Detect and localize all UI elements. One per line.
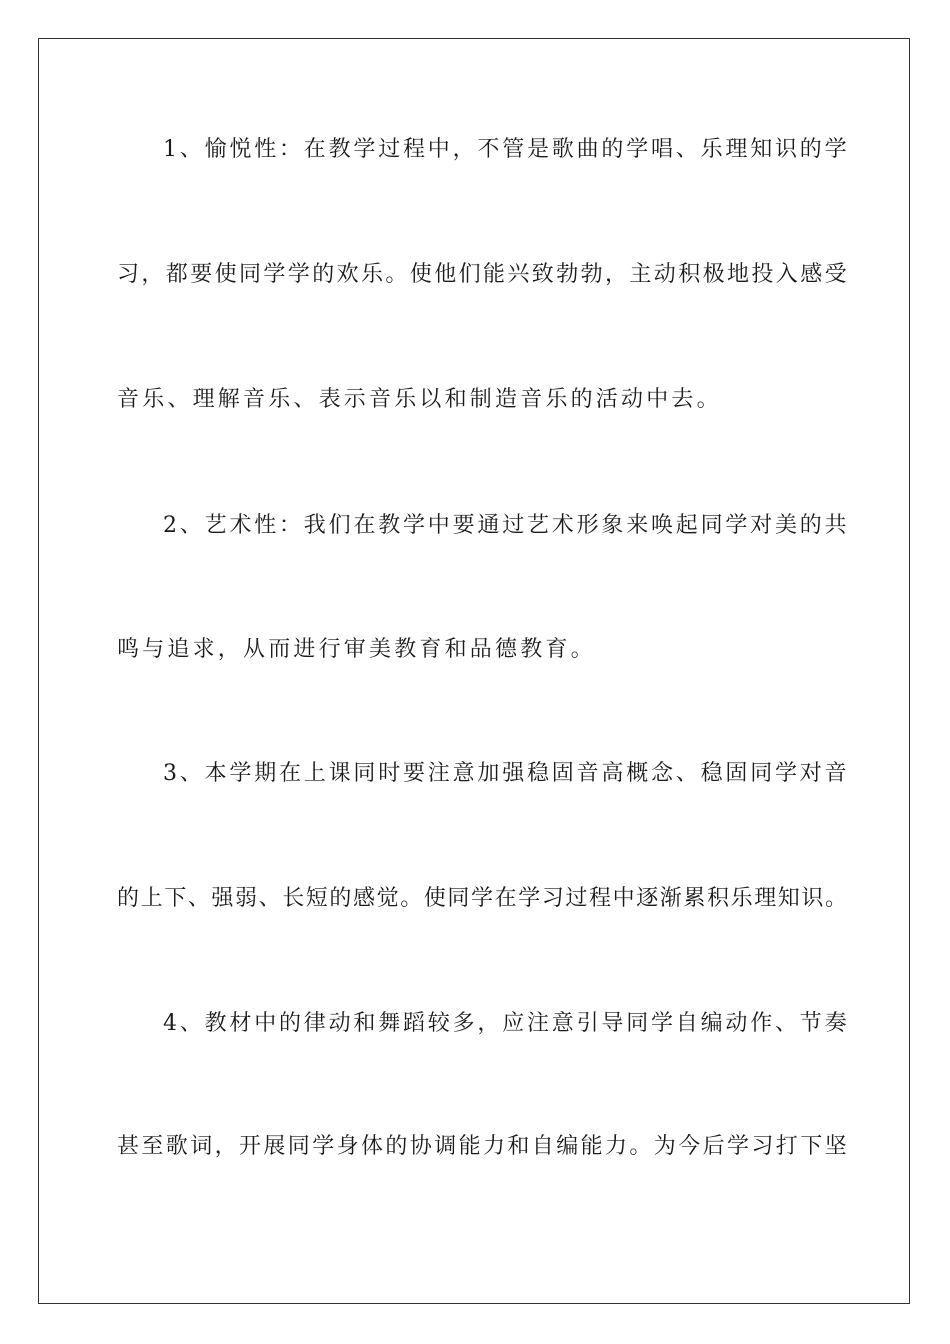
paragraph-2-line-2: 鸣与追求，从而进行审美教育和品德教育。 [117,637,596,662]
paragraph-1-line-1: 1、愉悦性：在教学过程中，不管是歌曲的学唱、乐理知识的学 [163,137,850,162]
paragraph-3-line-1: 3、本学期在上课同时要注意加强稳固音高概念、稳固同学对音 [163,761,850,786]
paragraph-1-line-2: 习，都要使同学学的欢乐。使他们能兴致勃勃，主动积极地投入感受 [117,262,850,287]
paragraph-3-line-2: 的上下、强弱、长短的感觉。使同学在学习过程中逐渐累积乐理知识。 [117,886,849,911]
paragraph-4-line-1: 4、教材中的律动和舞蹈较多，应注意引导同学自编动作、节奏 [163,1011,850,1036]
paragraph-1-line-3: 音乐、理解音乐、表示音乐以和制造音乐的活动中去。 [117,387,722,412]
page-frame [38,38,910,1304]
paragraph-4-line-2: 甚至歌词，开展同学身体的协调能力和自编能力。为今后学习打下坚 [117,1134,850,1159]
paragraph-2-line-1: 2、艺术性：我们在教学中要通过艺术形象来唤起同学对美的共 [163,513,850,538]
